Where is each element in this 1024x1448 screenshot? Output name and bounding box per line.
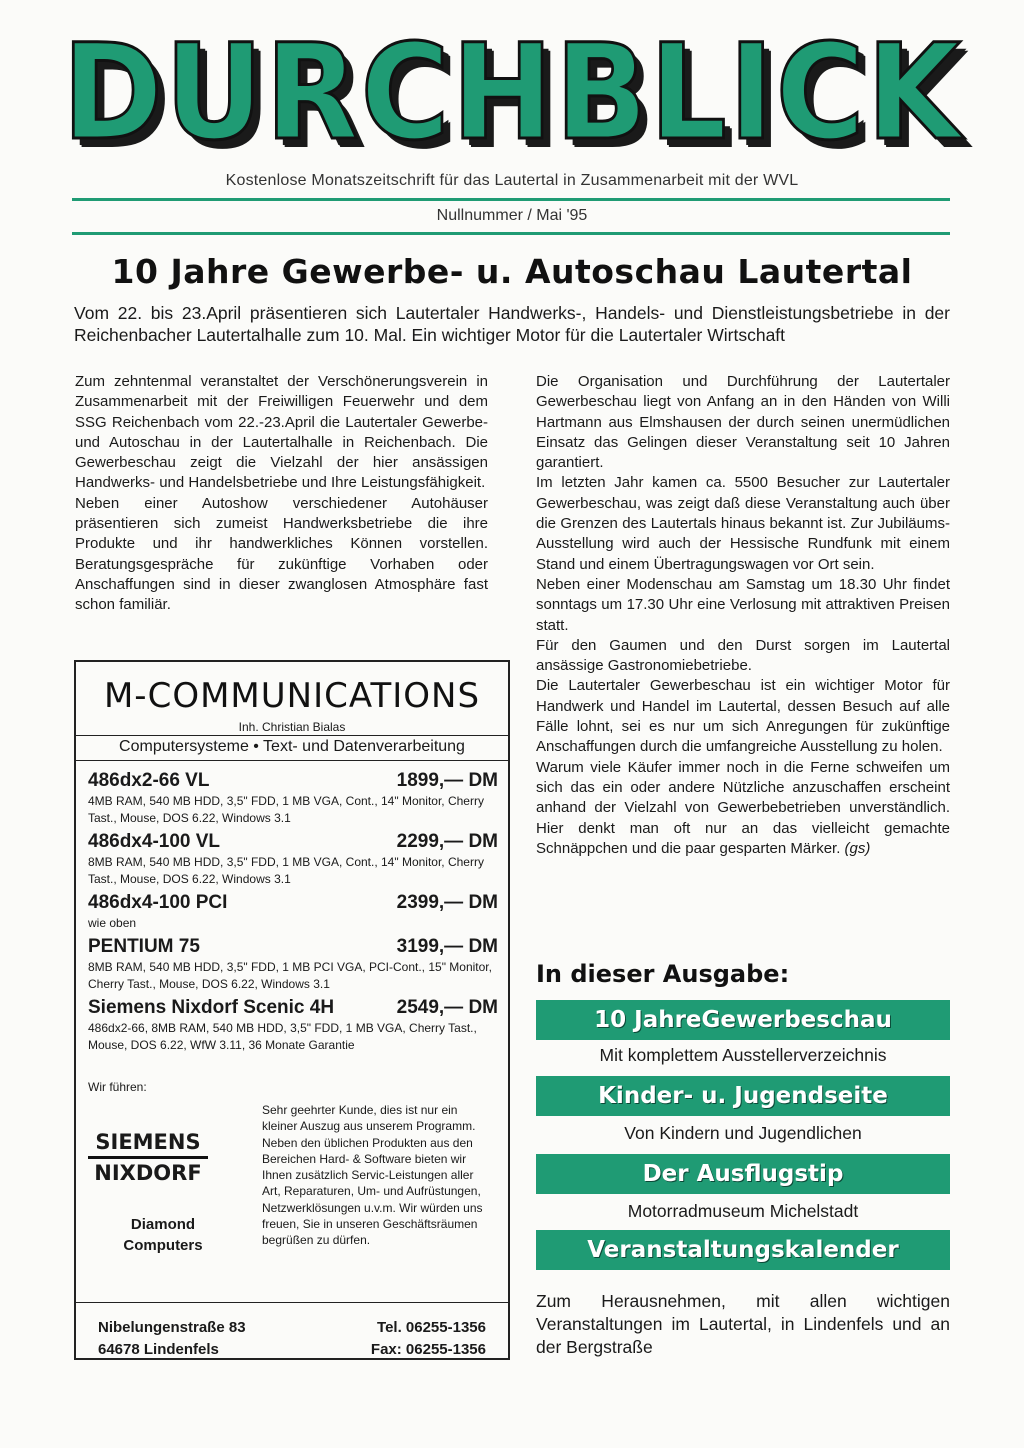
article-author: (gs) — [844, 839, 871, 857]
product-price: 1899,— DM — [396, 770, 498, 791]
article-paragraph: Die Lautertaler Gewerbeschau ist ein wichtiger Motor für Handwerk und Handel im Lautertal, dessen Besuch auf alle Fälle lohnt, sei es nur um sich Anregungen für zukünftige Anschaffungen durch die umfangreiche Ausstellung zu holen. — [536, 677, 950, 756]
article-lead: Vom 22. bis 23.April präsentieren sich Lautertaler Handwerks-, Handels- und Dienstleistungsbetriebe in der Reichenbacher Lautertalhalle zum 10. Mal. Ein wichtiger Motor für die Lautertaler Wirtschaft — [74, 303, 950, 345]
masthead-rule-bottom — [72, 232, 950, 235]
diamond-computers-logo — [88, 1214, 238, 1256]
product-price: 3199,— DM — [396, 936, 498, 957]
article-column-right — [536, 372, 950, 859]
article-column-left — [75, 372, 488, 616]
article-paragraph-last — [536, 758, 950, 859]
article-paragraph: Neben einer Autoshow verschiedener Autohäuser präsentieren sich zumeist Handwerksbetriebe die ihre Produkte und ihr handwerkliches Können vorstellen. Beratungsgespräche für zukünftige Vorhaben oder Anschaffungen sind in dieser zwanglosen Atmosphäre fast schon familiär. — [75, 494, 488, 614]
contents-title: In dieser Ausgabe: — [536, 960, 790, 988]
product-item — [88, 831, 498, 888]
ad-divider — [76, 735, 508, 736]
contents-item-title: 10 JahreGewerbeschau — [536, 1000, 950, 1040]
product-item — [88, 936, 498, 993]
product-price: 2549,— DM — [396, 997, 498, 1018]
article-paragraph-text: Warum viele Käufer immer noch in die Ferne schweifen um sich das ein oder andere Nützliche anzuschaffen erscheint anhand der Vielzahl von Gewerbebetrieben unverständlich. Hier denkt man oft nur an das vielleicht gemachte Schnäppchen und die paar gesparten Märker. — [536, 758, 950, 857]
siemens-logo-line2: NIXDORF — [94, 1161, 202, 1185]
ad-brand-logo: M-COMMUNICATIONS — [103, 676, 481, 716]
product-item — [88, 892, 498, 932]
masthead-rule-top — [72, 198, 950, 201]
product-specs: 8MB RAM, 540 MB HDD, 3,5" FDD, 1 MB VGA, Cont., 14" Monitor, Cherry Tast., Mouse, DOS 6.22, Windows 3.1 — [88, 855, 484, 886]
product-item — [88, 770, 498, 827]
product-specs: 4MB RAM, 540 MB HDD, 3,5" FDD, 1 MB VGA, Cont., 14" Monitor, Cherry Tast., Mouse, DOS 6.22, Windows 3.1 — [88, 794, 484, 825]
ad-fax: Fax: 06255-1356 — [370, 1341, 486, 1358]
contents-item-title: Veranstaltungskalender — [536, 1230, 950, 1270]
article-paragraph: Neben einer Modenschau am Samstag um 18.30 Uhr findet sonntags um 17.30 Uhr eine Verlosung mit attraktiven Preisen statt. — [536, 575, 950, 634]
siemens-logo-line1: SIEMENS — [88, 1128, 208, 1159]
product-item — [88, 997, 498, 1054]
ad-street: Nibelungenstraße 83 — [98, 1319, 246, 1336]
advertisement-box — [74, 660, 510, 1360]
ad-services: Computersysteme • Text- und Datenverarbeitung — [119, 738, 465, 755]
siemens-nixdorf-logo — [88, 1128, 208, 1187]
product-name: Siemens Nixdorf Scenic 4H — [88, 997, 335, 1018]
masthead — [61, 16, 963, 170]
product-name: 486dx2-66 VL — [88, 770, 210, 791]
product-price: 2299,— DM — [396, 831, 498, 852]
product-specs: wie oben — [88, 916, 137, 930]
article-paragraph: Für den Gaumen und den Durst sorgen im Lautertal ansässige Gastronomiebetriebe. — [536, 636, 950, 675]
product-name: 486dx4-100 VL — [88, 831, 221, 852]
ad-customer-note: Sehr geehrter Kunde, dies ist nur ein kleiner Auszug aus unserem Programm. Neben den üblichen Produkten aus den Bereichen Hard- & Software bieten wir Ihnen zusätzlich Servic-Leistungen aller Art, Reparaturen, Um- und Aufrüstungen, Netzwerklösungen u.v.m. Wir würden uns freuen, Sie in unseren Geschäftsräumen begrüßen zu dürfen. — [262, 1103, 483, 1248]
article-headline: 10 Jahre Gewerbe- u. Autoschau Lautertal — [111, 252, 913, 291]
article-paragraph: Die Organisation und Durchführung der Lautertaler Gewerbeschau liegt von Anfang an in den Händen von Willi Hartmann aus Elmshausen der durch seinen unermüdlichen Einsatz das Gelingen dieser Veranstaltung seit 10 Jahren garantiert. — [536, 373, 950, 472]
product-specs: 486dx2-66, 8MB RAM, 540 MB HDD, 3,5" FDD, 1 MB VGA, Cherry Tast., Mouse, DOS 6.22, WfW 3.11, 36 Monate Garantie — [88, 1021, 477, 1052]
ad-product-list — [88, 770, 498, 1058]
product-name: 486dx4-100 PCI — [88, 892, 228, 913]
issue-label: Nullnummer / Mai '95 — [436, 207, 588, 224]
contents-item-subtitle: Von Kindern und Jugendlichen — [624, 1123, 862, 1143]
article-paragraph: Zum zehntenmal veranstaltet der Verschönerungsverein in Zusammenarbeit mit der Freiwilligen Feuerwehr und dem SSG Reichenbach vom 22.-23.April die Lautertaler Gewerbe- und Autoschau in der Lautertalhalle in Reichenbach. Die Gewerbeschau zeigt die Vielzahl der hier ansässigen Handwerks- und Handelsbetriebe und Ihre Leistungsfähigkeit. — [75, 373, 488, 492]
masthead-title: DURCHBLICK — [61, 16, 963, 170]
ad-carry-label: Wir führen: — [88, 1080, 147, 1094]
product-price: 2399,— DM — [396, 892, 498, 913]
ad-tel: Tel. 06255-1356 — [377, 1319, 486, 1336]
article-paragraph: Im letzten Jahr kamen ca. 5500 Besucher zur Lautertaler Gewerbeschau, was zeigt daß diese Veranstaltung auch über die Grenzen des Lautertals hinaus bekannt ist. Zur Jubiläums-Ausstellung wird auch der Hessische Rundfunk mit einem Stand und einem Übertragungswagen vor Ort sein. — [536, 474, 950, 573]
contents-item-title: Kinder- u. Jugendseite — [536, 1076, 950, 1116]
contents-item-subtitle: Motorradmuseum Michelstadt — [627, 1201, 859, 1221]
diamond-logo-line2: Computers — [123, 1237, 203, 1254]
masthead-tagline: Kostenlose Monatszeitschrift für das Lautertal in Zusammenarbeit mit der WVL — [225, 172, 799, 189]
diamond-logo-line1: Diamond — [130, 1216, 196, 1233]
contents-item-description: Zum Herausnehmen, mit allen wichtigen Veranstaltungen im Lautertal, in Lindenfels und an der Bergstraße — [536, 1291, 950, 1357]
product-name: PENTIUM 75 — [88, 936, 200, 957]
ad-address — [98, 1317, 246, 1361]
ad-divider — [76, 760, 508, 761]
ad-city: 64678 Lindenfels — [98, 1341, 219, 1358]
ad-contact — [371, 1317, 486, 1361]
ad-divider — [76, 1302, 508, 1303]
contents-item-title: Der Ausflugstip — [536, 1154, 950, 1194]
ad-owner: Inh. Christian Bialas — [238, 720, 346, 734]
product-specs: 8MB RAM, 540 MB HDD, 3,5" FDD, 1 MB PCI VGA, PCI-Cont., 15" Monitor, Cherry Tast., Mouse, DOS 6.22, Windows 3.1 — [88, 960, 492, 991]
contents-item-subtitle: Mit komplettem Ausstellerverzeichnis — [599, 1045, 887, 1065]
